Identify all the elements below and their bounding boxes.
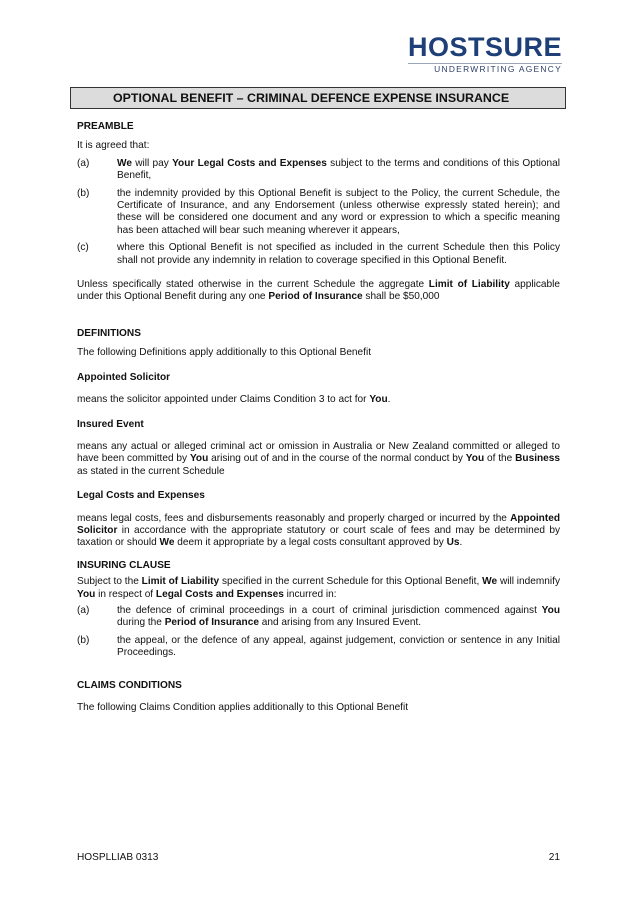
- item-label: (b): [77, 634, 90, 646]
- item-label: (c): [77, 242, 89, 254]
- item-label: (a): [77, 157, 90, 169]
- preamble-item-a: [77, 158, 560, 183]
- item-text: We will pay Your Legal Costs and Expenses subject to the terms and conditions of this Optional Benefit,: [117, 157, 560, 182]
- page-title: OPTIONAL BENEFIT – CRIMINAL DEFENCE EXPENSE INSURANCE: [70, 87, 566, 109]
- page-number: 21: [548, 852, 560, 863]
- hostsure-logo: [408, 34, 562, 74]
- insuring-item-b: [77, 635, 560, 660]
- logo-wordmark: HOSTSURE: [407, 32, 562, 62]
- insuring-clause-heading: INSURING CLAUSE: [77, 559, 171, 571]
- definitions-heading: DEFINITIONS: [77, 327, 141, 339]
- insuring-clause-intro: Subject to the Limit of Liability specified in the current Schedule for this Optional Benefit, We will indemnify You in respect of Legal Costs and Expenses incurred in:: [77, 576, 560, 600]
- limit-of-liability-paragraph: Unless specifically stated otherwise in the current Schedule the aggregate Limit of Liability applicable under this Optional Benefit during any one Period of Insurance shall be $50,000: [77, 279, 561, 303]
- item-text: where this Optional Benefit is not specified as included in the current Schedule then this Policy shall not provide any indemnity in relation to coverage specified in this Optional Benefit.: [117, 242, 560, 266]
- definition-insured-event: means any actual or alleged criminal act or omission in Australia or New Zealand committed or alleged to have been committed by You arising out of and in the course of the normal conduct by You of the Business as stated in the current Schedule: [77, 440, 561, 477]
- item-text: the indemnity provided by this Optional Benefit is subject to the Policy, the current Schedule, the Certificate of Insurance, and any Endorsement (unless otherwise expressly stated herein); and these will be considered one document and any word or expression to which a specific meaning has been attached will bear such meaning wherever it appears,: [117, 187, 560, 236]
- claims-conditions-intro: The following Claims Condition applies additionally to this Optional Benefit: [77, 702, 409, 713]
- preamble-heading: PREAMBLE: [77, 121, 134, 132]
- definition-appointed-solicitor: means the solicitor appointed under Claims Condition 3 to act for You.: [77, 394, 391, 406]
- document-code: HOSPLLIAB 0313: [77, 852, 159, 863]
- logo-tagline: UNDERWRITING AGENCY: [408, 63, 562, 74]
- item-label: (a): [77, 604, 90, 616]
- preamble-intro: It is agreed that:: [77, 140, 150, 152]
- insuring-item-a: [77, 605, 560, 630]
- document-body: [77, 121, 560, 714]
- term-insured-event: Insured Event: [77, 418, 144, 430]
- term-appointed-solicitor: Appointed Solicitor: [77, 371, 171, 383]
- claims-conditions-heading: CLAIMS CONDITIONS: [77, 679, 182, 691]
- preamble-item-b: [77, 188, 560, 238]
- item-label: (b): [77, 187, 90, 199]
- page-footer: [77, 852, 560, 864]
- preamble-item-c: [77, 242, 560, 267]
- definitions-intro: The following Definitions apply additionally to this Optional Benefit: [77, 347, 372, 359]
- item-text: the defence of criminal proceedings in a court of criminal jurisdiction commenced against You during the Period of Insurance and arising from any Insured Event.: [117, 604, 560, 629]
- item-text: the appeal, or the defence of any appeal, against judgement, conviction or sentence in any Initial Proceedings.: [117, 634, 560, 659]
- definition-legal-costs: means legal costs, fees and disbursements reasonably and properly charged or incurred by the Appointed Solicitor in accordance with the appropriate statutory or court scale of fees and may be determined by taxation or should We deem it appropriate by a legal costs consultant approved by Us.: [77, 512, 560, 549]
- term-legal-costs: Legal Costs and Expenses: [77, 490, 205, 502]
